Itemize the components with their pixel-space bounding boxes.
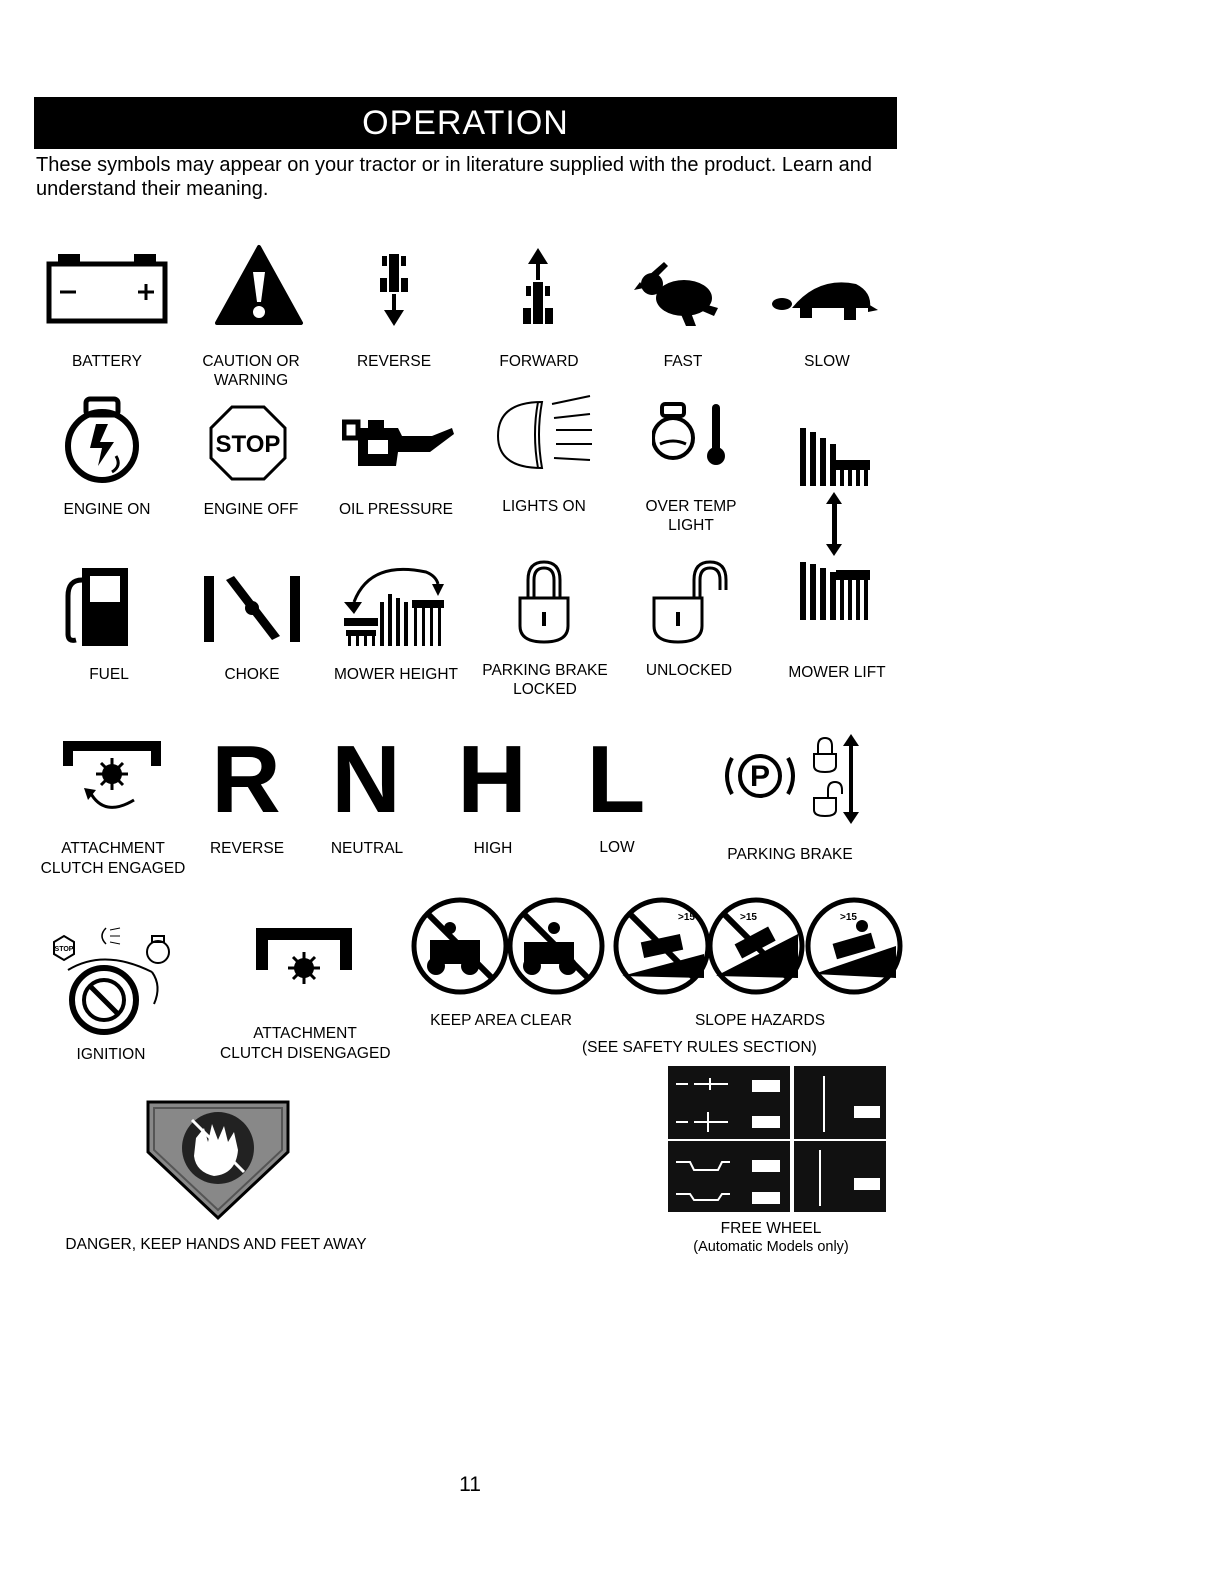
- label-unlocked: UNLOCKED: [645, 662, 733, 679]
- mower-height-icon: [340, 558, 450, 650]
- attachment-engaged-icon: [62, 738, 162, 820]
- label-mower-lift: MOWER LIFT: [788, 664, 886, 681]
- label-free-wheel-1: FREE WHEEL: [720, 1220, 822, 1237]
- oil-can-icon: [342, 418, 456, 472]
- ignition-icon: [44, 922, 180, 1038]
- label-parking-brake-locked-1: PARKING BRAKE: [482, 662, 608, 679]
- intro-text: These symbols may appear on your tractor or in literature supplied with the product. Learn and understand their meaning.: [36, 154, 872, 200]
- slope-text-2: >15: [740, 912, 757, 923]
- attachment-disengaged-icon: [256, 926, 352, 998]
- keep-area-clear-icon-2: [510, 900, 602, 992]
- label-attachment-disengaged-2: CLUTCH DISENGAGED: [220, 1045, 391, 1062]
- section-banner: OPERATION: [34, 97, 897, 149]
- label-mower-height: MOWER HEIGHT: [334, 666, 458, 683]
- label-fast: FAST: [663, 353, 703, 370]
- forward-tractor-icon: [520, 246, 556, 328]
- label-see-safety: (SEE SAFETY RULES SECTION): [582, 1039, 817, 1056]
- label-attachment-disengaged-1: ATTACHMENT: [253, 1025, 357, 1042]
- danger-hand-icon: [144, 1098, 292, 1222]
- ignition-stop-text: STOP: [54, 946, 74, 953]
- keep-area-clear-icon-1: [414, 900, 506, 992]
- rabbit-icon: [634, 260, 722, 330]
- lock-unlocked-icon: [650, 558, 732, 646]
- reverse-tractor-icon: [376, 250, 412, 330]
- label-danger: DANGER, KEEP HANDS AND FEET AWAY: [65, 1236, 367, 1253]
- label-neutral: NEUTRAL: [330, 840, 404, 857]
- warning-triangle-icon: [214, 244, 304, 326]
- label-lights-on: LIGHTS ON: [502, 498, 586, 515]
- label-reverse-gear: REVERSE: [209, 840, 285, 857]
- label-over-temp-1: OVER TEMP: [645, 498, 737, 515]
- slope-hazard-icon-2: [710, 900, 802, 992]
- label-over-temp-2: LIGHT: [668, 517, 714, 534]
- over-temp-icon: [652, 402, 730, 468]
- battery-icon: [46, 252, 168, 324]
- choke-icon: [202, 574, 304, 644]
- gear-letter-l: L: [586, 726, 646, 833]
- label-low: LOW: [599, 839, 635, 856]
- label-parking-brake-locked-2: LOCKED: [513, 681, 577, 698]
- label-free-wheel-2: (Automatic Models only): [693, 1239, 849, 1255]
- page-number: 11: [459, 1473, 481, 1496]
- turtle-icon: [770, 274, 880, 326]
- engine-off-icon: [208, 404, 288, 482]
- label-battery: BATTERY: [71, 353, 143, 370]
- engine-on-icon: [60, 396, 144, 484]
- label-attachment-engaged-2: CLUTCH ENGAGED: [40, 860, 186, 877]
- label-attachment-engaged-1: ATTACHMENT: [61, 840, 165, 857]
- gear-letter-r: R: [211, 726, 281, 833]
- slope-text-3: >15: [840, 912, 857, 923]
- fuel-pump-icon: [62, 566, 132, 648]
- free-wheel-diagram: [668, 1066, 886, 1212]
- label-fuel: FUEL: [89, 666, 129, 683]
- label-choke: CHOKE: [224, 666, 280, 683]
- slope-text-1: >15: [678, 912, 695, 923]
- label-caution-1: CAUTION OR: [202, 353, 300, 370]
- label-oil-pressure: OIL PRESSURE: [339, 501, 453, 518]
- safety-hazard-circles: [410, 894, 906, 998]
- parking-p-text: P: [749, 760, 771, 793]
- stop-text: STOP: [215, 431, 281, 458]
- parking-brake-icon: [722, 734, 862, 824]
- lock-locked-icon: [516, 558, 572, 646]
- label-forward: FORWARD: [499, 353, 579, 370]
- label-reverse: REVERSE: [356, 353, 432, 370]
- label-ignition: IGNITION: [76, 1046, 146, 1063]
- label-parking-brake: PARKING BRAKE: [727, 846, 853, 863]
- label-caution-2: WARNING: [213, 372, 289, 389]
- gear-letter-h: H: [457, 726, 527, 833]
- label-slow: SLOW: [804, 353, 850, 370]
- label-high: HIGH: [473, 840, 513, 857]
- label-slope-hazards: SLOPE HAZARDS: [694, 1012, 826, 1029]
- label-keep-area-clear: KEEP AREA CLEAR: [430, 1012, 572, 1029]
- slope-hazard-icon-1: [616, 900, 708, 992]
- gear-letter-n: N: [331, 726, 401, 833]
- label-engine-on: ENGINE ON: [63, 501, 151, 518]
- mower-lift-icon: [796, 424, 874, 622]
- label-engine-off: ENGINE OFF: [203, 501, 299, 518]
- headlight-icon: [492, 394, 596, 474]
- slope-hazard-icon-3: [808, 900, 900, 992]
